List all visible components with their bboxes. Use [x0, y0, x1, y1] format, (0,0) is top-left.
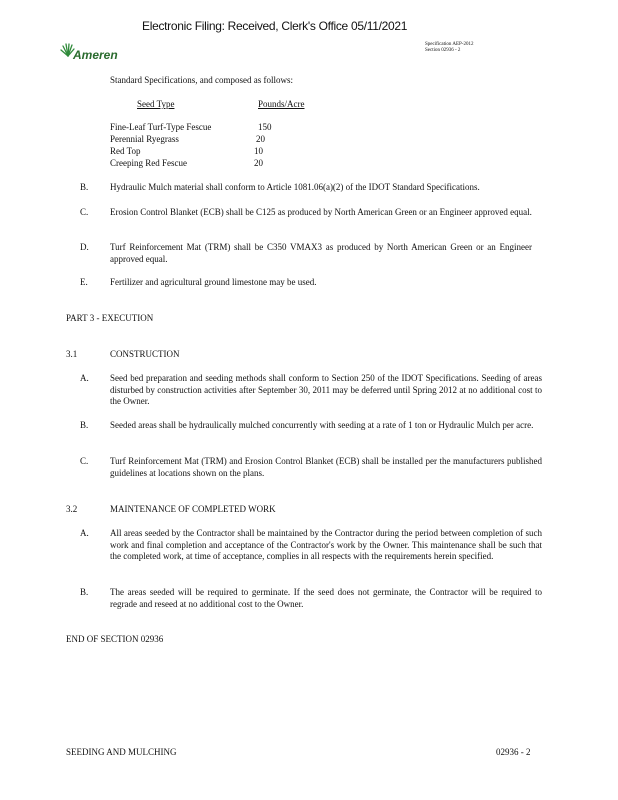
item-text: Turf Reinforcement Mat (TRM) and Erosion Control Blanket (ECB) shall be installed per the manufacturers published guidelines at locations shown on the plans. [110, 456, 542, 478]
item-label: B. [80, 182, 89, 192]
item-label: D. [80, 242, 89, 252]
item-label: C. [80, 207, 89, 217]
section-title: CONSTRUCTION [110, 349, 180, 359]
part3-heading: PART 3 - EXECUTION [66, 313, 154, 323]
section-number: 3.1 [66, 349, 78, 359]
filing-stamp: Electronic Filing: Received, Clerk's Office 05/11/2021 [142, 19, 408, 33]
seed-type-cell: Fine-Leaf Turf-Type Fescue [110, 122, 212, 132]
seed-rate-cell: 10 [254, 146, 263, 156]
seed-type-cell: Creeping Red Fescue [110, 158, 187, 168]
item-text: Seed bed preparation and seeding methods shall conform to Section 250 of the IDOT Specifications. Seeding of areas disturbed by construction activities after September 30, 2011 may be deferred until Spring 2012 at no additional cost to the Owner. [110, 373, 542, 406]
section-title: MAINTENANCE OF COMPLETED WORK [110, 504, 276, 514]
item-text: Erosion Control Blanket (ECB) shall be C125 as produced by North American Green or an Engineer approved equal. [110, 207, 532, 217]
item-label: C. [80, 456, 89, 466]
item-text: Turf Reinforcement Mat (TRM) shall be C350 VMAX3 as produced by North American Green or an Engineer approved equal. [110, 242, 532, 264]
page-number: 02936 - 2 [496, 747, 531, 757]
footer-title: SEEDING AND MULCHING [66, 747, 177, 757]
seed-type-cell: Red Top [110, 146, 141, 156]
seed-rate-cell: 20 [256, 134, 265, 144]
ameren-logo [60, 40, 130, 64]
item-label: A. [80, 528, 89, 538]
item-text: Hydraulic Mulch material shall conform to Article 1081.06(a)(2) of the IDOT Standard Specifications. [110, 182, 480, 192]
header-right-line: Section 02936 - 2 [425, 48, 461, 53]
seed-type-header: Seed Type [137, 99, 175, 109]
intro-text: Standard Specifications, and composed as follows: [110, 75, 293, 85]
item-text: All areas seeded by the Contractor shall be maintained by the Contractor during the period between completion of such work and final completion and acceptance of the Contractor's work by the Owner. This maintenance shall be such that the completed work, at time of acceptance, complies in all respects with the requirements herein specified. [110, 528, 542, 561]
seed-type-cell: Perennial Ryegrass [110, 134, 179, 144]
item-label: A. [80, 373, 89, 383]
pounds-acre-header: Pounds/Acre [258, 99, 305, 109]
item-text: Fertilizer and agricultural ground limestone may be used. [110, 277, 317, 287]
item-text: The areas seeded will be required to germinate. If the seed does not germinate, the Contractor will be required to regrade and reseed at no additional cost to the Owner. [110, 587, 542, 609]
item-label: E. [80, 277, 88, 287]
logo-text: Ameren [73, 48, 118, 62]
seed-rate-cell: 150 [258, 122, 272, 132]
item-text: Seeded areas shall be hydraulically mulched concurrently with seeding at a rate of 1 ton or Hydraulic Mulch per acre. [110, 420, 534, 430]
header-right-line: Specification AEP-2012 [425, 42, 474, 47]
item-label: B. [80, 587, 89, 597]
item-label: B. [80, 420, 89, 430]
header-right [425, 42, 473, 54]
section-number: 3.2 [66, 504, 78, 514]
seed-rate-cell: 20 [254, 158, 263, 168]
end-of-section: END OF SECTION 02936 [66, 634, 164, 644]
